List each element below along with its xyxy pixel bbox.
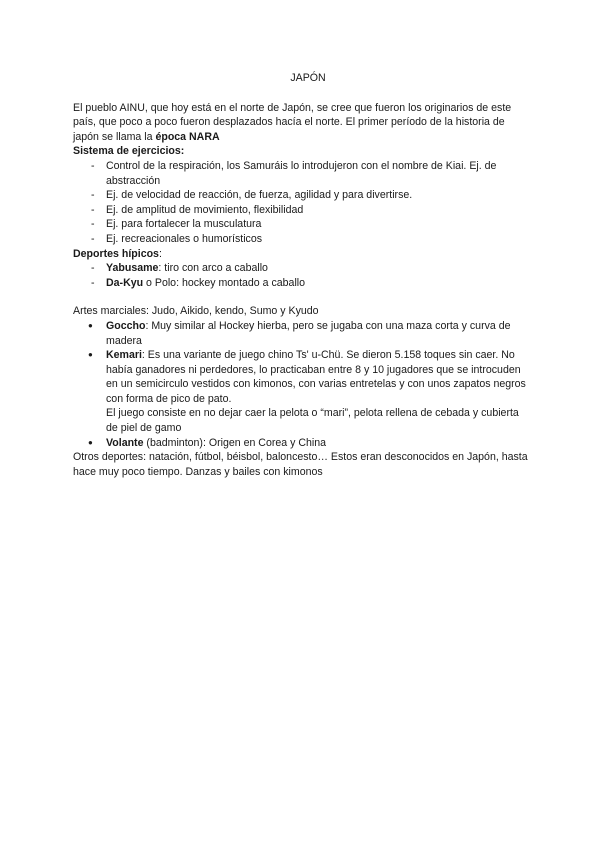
arte-desc: : Muy similar al Hockey hierba, pero se jugaba con una maza corta y curva de madera xyxy=(106,319,511,347)
ejercicios-list xyxy=(73,159,533,247)
hipico-term: Yabusame xyxy=(106,262,159,275)
hipicos-heading: Deportes hípicos xyxy=(73,247,159,260)
intro-paragraph xyxy=(73,101,533,145)
arte-desc: (badminton): Origen en Corea y China xyxy=(143,436,327,449)
document-page xyxy=(73,71,533,479)
hipicos-list xyxy=(73,261,533,290)
hipico-term: Da-Kyu xyxy=(106,276,144,289)
document-title: JAPÓN xyxy=(290,72,326,84)
list-item: - Ej. para fortalecer la musculatura xyxy=(73,217,533,232)
arte-term: Goccho xyxy=(106,319,146,332)
list-item xyxy=(73,348,533,436)
hipicos-heading-suffix: : xyxy=(158,247,162,260)
intro-text: El pueblo AINU, que hoy está en el norte de Japón, se cree que fueron los originarios de este país, que poco a poco fueron desplazados hacía el norte. El primer período de la historia de japón se llama la xyxy=(73,101,512,143)
arte-term: Kemari xyxy=(106,349,142,362)
hipico-desc: : tiro con arco a caballo xyxy=(158,262,268,275)
hipico-desc: o Polo: hockey montado a caballo xyxy=(143,276,306,289)
list-item xyxy=(73,436,533,451)
ejercicios-heading: Sistema de ejercicios: xyxy=(73,145,185,158)
list-item xyxy=(73,319,533,348)
intro-bold: época NARA xyxy=(155,130,220,143)
list-item: - Ej. de amplitud de movimiento, flexibilidad xyxy=(73,203,533,218)
list-item: - Ej. recreacionales o humorísticos xyxy=(73,232,533,247)
list-item: - Control de la respiración, los Samuráis lo introdujeron con el nombre de Kiai. Ej. de abstracción xyxy=(73,159,533,188)
artes-line: Artes marciales: Judo, Aikido, kendo, Sumo y Kyudo xyxy=(73,305,319,318)
hipicos-heading-line xyxy=(73,247,533,262)
arte-desc: : Es una variante de juego chino Ts' u-Chü. Se dieron 5.158 toques sin caer. No había ganadores ni perdedores, lo practicaban entre 8 y 10 jugadores que se introcuden en un semicirculo vestidos con kimonos, con varias entretelas y con unos zapatos negros con forma de pico de pato. xyxy=(106,349,526,405)
artes-list xyxy=(73,319,533,450)
otros-paragraph: Otros deportes: natación, fútbol, béisbol, baloncesto… Estos eran desconocidos en Japón, hasta hace muy poco tiempo. Danzas y bailes con kimonos xyxy=(73,451,528,478)
list-item xyxy=(73,276,533,291)
arte-desc-extra: El juego consiste en no dejar caer la pelota o “mari”, pelota rellena de cebada y cubierta de piel de gamo xyxy=(106,407,519,435)
arte-term: Volante xyxy=(106,436,144,449)
list-item xyxy=(73,261,533,276)
list-item: - Ej. de velocidad de reacción, de fuerza, agilidad y para divertirse. xyxy=(73,188,533,203)
